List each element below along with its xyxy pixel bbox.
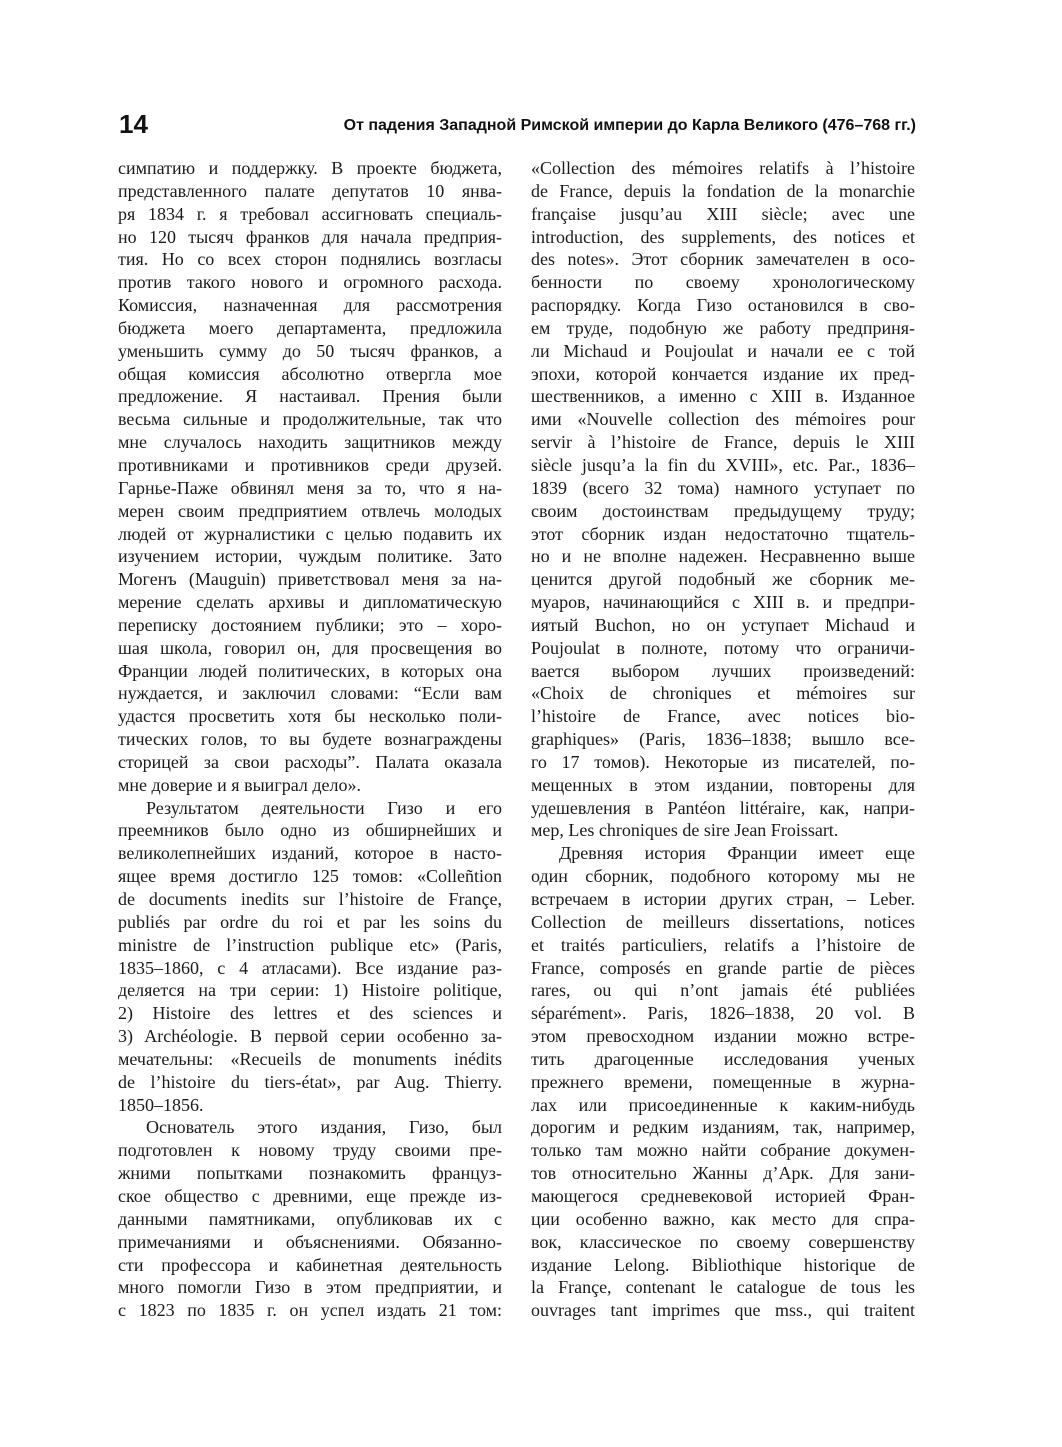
text-line: ouvrages tant imprimes que mss., qui traitent [531,1300,915,1321]
text-line: мерение сделать архивы и дипломатическую [118,592,502,613]
text-line: мерен своим предприятием отвлечь молодых [118,500,502,521]
text-line: удешевления в Pantéon littéraire, как, напри- [531,797,915,818]
text-line: ценится другой подобный же сборник ме- [531,569,915,590]
text-line: симпатию и поддержку. В проекте бюджета, [118,158,502,178]
text-line: la Françe, contenant le catalogue de tous les [531,1277,915,1298]
text-line: изучением истории, чуждым политике. Зато [118,546,502,567]
text-line: Древняя история Франции имеет еще [559,843,915,864]
page-number: 14 [119,109,148,139]
text-line: ими «Nouvelle collection des mémoires pour [531,409,915,430]
text-line: но и не вполне надежен. Несравненно выше [531,546,915,567]
text-line: мечательны: «Recueils de monuments inédits [118,1048,502,1069]
text-line: мающегося средневековой историей Фран- [531,1185,915,1206]
text-line: людей от журналистики с целью подавить их [118,523,502,544]
text-line: Collection de meilleurs dissertations, notices [531,911,915,932]
text-line: данными памятниками, опубликовав их с [118,1208,502,1229]
text-line: общая комиссия абсолютно отвергла мое [118,363,502,384]
text-line: распорядку. Когда Гизо остановился в сво- [531,295,915,316]
text-line: иятый Buchon, но он уступает Michaud и [531,614,915,635]
text-line: de France, depuis la fondation de la monarchie [531,180,915,201]
text-line: преемников было одно из обширнейших и [118,820,502,841]
text-line: бенности по своему хронологическому [531,272,915,293]
text-line: шая школа, говорил он, для просвещения во [118,637,502,658]
text-line: вок, классическое по своему совершенству [531,1231,915,1252]
text-line: с 1823 по 1835 г. он успел издать 21 том: [118,1300,502,1321]
text-line: много помогли Гизо в этом предприятии, и [118,1277,502,1298]
text-line: ции особенно важно, как место для спра- [531,1208,915,1229]
text-line: 2) Histoire des lettres et des sciences и [118,1003,502,1024]
text-line: тических голов, то вы будете вознаграждены [118,729,502,750]
text-line: des notes». Этот сборник замечателен в осо- [531,249,915,270]
text-line: дорогим и редким изданиям, так, например, [531,1117,915,1138]
text-line: удастся просветить хотя бы несколько поли- [118,706,502,727]
text-line: «Collection des mémoires relatifs à l’histoire [531,158,915,178]
text-line: Гарнье-Паже обвинял меня за то, что я на- [118,477,502,498]
text-line: вается выбором лучших произведений: [531,660,915,681]
text-line: séparément». Paris, 1826–1838, 20 vol. В [531,1003,915,1024]
text-line: ящее время достигло 125 томов: «Colleñtion [118,866,502,887]
text-line: мне случалось находить защитников между [118,432,502,453]
text-line: переписку достоянием публики; это – хоро- [118,614,502,635]
text-line: только там можно найти собрание докумен- [531,1140,915,1161]
text-line: прежнего времени, помещенные в журна- [531,1071,915,1092]
text-line: примечаниями и объяснениями. Обязанно- [118,1231,502,1252]
text-line: встречаем в истории других стран, – Leber. [531,889,915,909]
left-column [118,157,502,1322]
text-line: ministre de l’instruction publique etc» (Paris, [118,934,502,955]
text-line: издание Lelong. Bibliothique historique de [531,1254,915,1275]
text-line: introduction, des supplements, des notices et [531,226,915,247]
text-line: эпохи, которой кончается издание их пред- [531,363,915,384]
text-line: 1835–1860, с 4 атласами). Все издание раз- [118,957,502,978]
text-line: шественников, а именно с XIII в. Изданное [531,386,915,407]
text-line: française jusqu’au XIII siècle; avec une [531,203,915,224]
text-line: муаров, начинающийся с XIII в. и предпри- [531,592,915,613]
text-line: ем труде, подобную же работу предприня- [531,317,915,338]
text-line: но 120 тысяч франков для начала предприя- [118,226,502,247]
text-line: го 17 томов). Некоторые из писателей, по- [531,751,915,772]
text-line: siècle jusqu’a la fin du XVIII», etc. Par., 1836– [531,454,915,475]
right-column [531,157,915,1322]
text-line: servir à l’histoire de France, depuis le XIII [531,432,915,453]
text-line: Основатель этого издания, Гизо, был [146,1117,502,1138]
text-line: деляется на три серии: 1) Histoire politique, [118,980,502,1001]
running-title: От падения Западной Римской империи до Карла Великого (476–768 гг.) [343,117,916,134]
text-line: мер, Les chroniques de sire Jean Froissart. [531,820,839,841]
text-line: бюджета моего департамента, предложила [118,317,502,338]
text-line: ря 1834 г. я требовал ассигновать специаль- [118,203,502,224]
text-line: et traités particuliers, relatifs a l’histoire de [531,934,915,955]
text-line: подготовлен к новому труду своими пре- [118,1140,502,1161]
text-line: сторицей за свои расходы”. Палата оказала [118,751,502,772]
text-line: великолепнейших изданий, которое в насто- [118,843,502,864]
text-line: ли Michaud и Poujoulat и начали ее с той [531,340,915,361]
text-line: publiés par ordre du roi et par les soins du [118,911,502,932]
text-line: 1850–1856. [118,1094,204,1115]
text-line: de l’histoire du tiers-état», par Aug. Thierry. [118,1071,502,1092]
text-line: ское общество с древними, еще прежде из- [118,1185,502,1206]
text-line: лах или присоединенные к каким-нибудь [531,1094,915,1115]
text-line: этот сборник издан недостаточно тщатель- [531,523,915,544]
text-line: Poujoulat в полноте, потому что ограничи- [531,637,915,658]
text-line: против такого нового и огромного расхода. [118,272,502,293]
text-line: de documents inedits sur l’histoire de Françe, [118,889,502,909]
text-line: тов относительно Жанны д’Арк. Для зани- [531,1163,915,1184]
text-line: France, composés en grande partie de pièces [531,957,915,978]
text-line: весьма сильные и продолжительные, так что [118,409,502,430]
text-line: Могенъ (Mauguin) приветствовал меня за на- [118,569,502,590]
text-line: жними попытками познакомить француз- [118,1163,502,1184]
text-line: мещенных в этом издании, повторены для [531,774,915,795]
text-line: «Choix de chroniques et mémoires sur [531,683,915,704]
text-line: этом превосходном издании можно встре- [531,1026,915,1047]
text-line: Комиссия, назначенная для рассмотрения [118,295,502,316]
text-line: уменьшить сумму до 50 тысяч франков, а [118,340,502,361]
text-line: rares, ou qui n’ont jamais été publiées [531,980,915,1001]
text-line: Франции людей политических, в которых она [118,660,502,681]
text-line: l’histoire de France, avec notices bio- [531,706,915,727]
text-line: предложение. Я настаивал. Прения были [118,386,502,407]
text-line: своим достоинствам предыдущему труду; [531,500,915,521]
text-line: сти профессора и кабинетная деятельность [118,1254,502,1275]
text-line: тия. Но со всех сторон поднялись возгласы [118,249,502,270]
text-line: один сборник, подобного которому мы не [531,866,915,887]
text-line: Результатом деятельности Гизо и его [146,797,502,818]
text-line: тить драгоценные исследования ученых [531,1048,915,1069]
text-line: 3) Archéologie. В первой серии особенно за- [118,1026,502,1047]
text-line: 1839 (всего 32 тома) намного уступает по [531,477,915,498]
text-line: мне доверие и я выиграл дело». [118,774,361,795]
text-line: graphiques» (Paris, 1836–1838; вышло все- [531,729,915,750]
text-line: противниками и противников среди друзей. [118,454,502,475]
text-line: нуждается, и заключил словами: “Если вам [118,683,502,704]
text-line: представленного палате депутатов 10 янва- [118,180,502,201]
